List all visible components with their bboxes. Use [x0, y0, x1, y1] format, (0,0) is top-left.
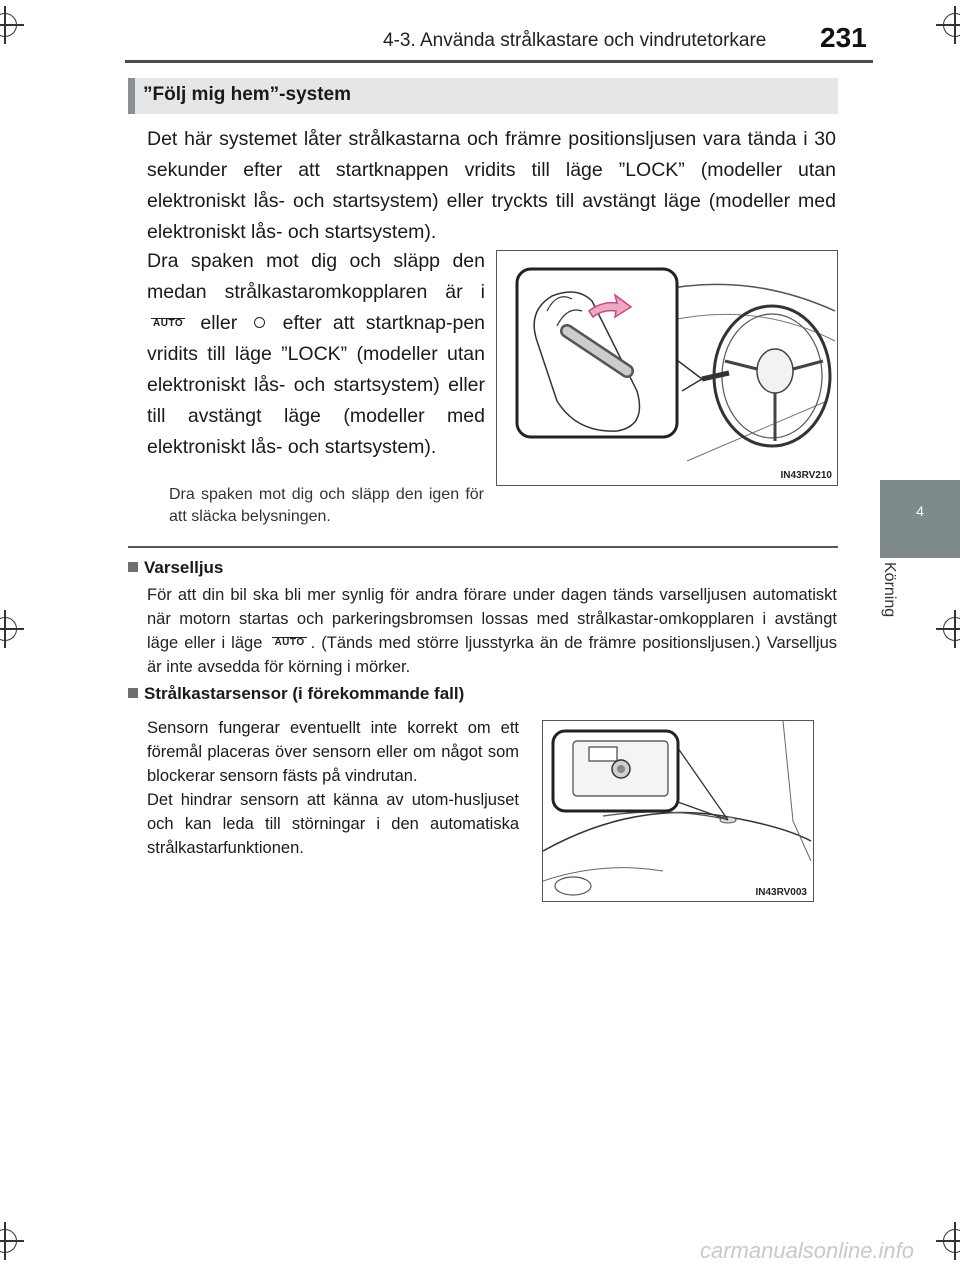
figure-code: IN43RV003	[755, 887, 807, 898]
auto-mode-icon: AUTO	[153, 318, 184, 329]
watermark: carmanualsonline.info	[700, 1238, 915, 1263]
intro-paragraph: Det här systemet låter strålkastarna och främre positionsljusen vara tända i 30 sekunder efter att startknappen vridits till läge ”LOCK” (modeller utan elektroniskt lås- och startsystem) eller tryckts till avstängt läge (modeller med elektroniskt lås- och startsystem).	[147, 128, 836, 243]
header-rule	[125, 60, 873, 63]
chapter-number: 4	[916, 503, 924, 519]
varselljus-heading	[128, 558, 223, 578]
instruction-paragraph	[147, 246, 485, 463]
chapter-tab	[880, 480, 960, 558]
figure-lever-illustration	[496, 250, 838, 486]
instruction-text-2: eller	[200, 312, 238, 334]
bullet-square-icon	[128, 562, 138, 572]
crop-mark-top-left	[0, 6, 24, 44]
sensor-text-a: Sensorn fungerar eventuellt inte korrekt om ett föremål placeras över sensorn eller om något som blockerar sensorn fästs på vindrutan.	[147, 719, 519, 785]
sensor-heading	[128, 684, 464, 704]
header-section-title: 4-3. Använda strålkastare och vindrutetorkare	[383, 30, 767, 51]
instruction-note: Dra spaken mot dig och släpp den igen för att släcka belysningen.	[169, 486, 484, 525]
chapter-label: Körning	[881, 562, 898, 618]
crop-mark-bottom-right	[936, 1222, 960, 1260]
sensor-text-b: Det hindrar sensorn att känna av utom-husljuset och kan leda till störningar i den automatiska strålkastarfunktionen.	[147, 791, 519, 857]
figure-code: IN43RV210	[780, 470, 832, 481]
page-number: 231	[820, 22, 867, 53]
crop-mark-mid-left	[0, 610, 24, 648]
figure-sensor-illustration	[542, 720, 814, 902]
instruction-text-3: efter att startknap-pen vridits till läge ”LOCK” (modeller utan elektroniskt lås- och startsystem) eller till avstängt läge (modeller med elektroniskt lås- och startsystem).	[147, 312, 486, 458]
varselljus-text-b: . (Tänds med större ljusstyrka än de främre positionsljusen.) Varselljus är inte avsedda för körning i mörker.	[147, 634, 837, 676]
section-divider	[128, 546, 838, 548]
auto-mode-icon: AUTO	[274, 637, 305, 648]
varselljus-text-a: För att din bil ska bli mer synlig för andra förare under dagen tänds varselljusen automatiskt när motorn startas och parkeringsbromsen lossas med strålkastar-omkopplaren i avstängt läge eller i läge	[147, 586, 837, 652]
section-title-accent	[128, 78, 135, 114]
sensor-heading-text: Strålkastarsensor (i förekommande fall)	[144, 684, 465, 703]
sensor-illustration-image	[543, 721, 813, 901]
sensor-paragraph	[147, 716, 519, 860]
instruction-text-1: Dra spaken mot dig och släpp den medan strålkastaromkopplaren är i	[147, 250, 485, 303]
bullet-square-icon	[128, 688, 138, 698]
crop-mark-top-right	[936, 6, 960, 44]
varselljus-paragraph	[147, 583, 837, 679]
varselljus-heading-text: Varselljus	[144, 558, 224, 577]
section-title: ”Följ mig hem”-system	[143, 84, 351, 105]
crop-mark-mid-right	[936, 610, 960, 648]
crop-mark-bottom-left	[0, 1222, 24, 1260]
parking-light-icon	[254, 317, 265, 328]
lever-illustration-image	[497, 251, 837, 485]
